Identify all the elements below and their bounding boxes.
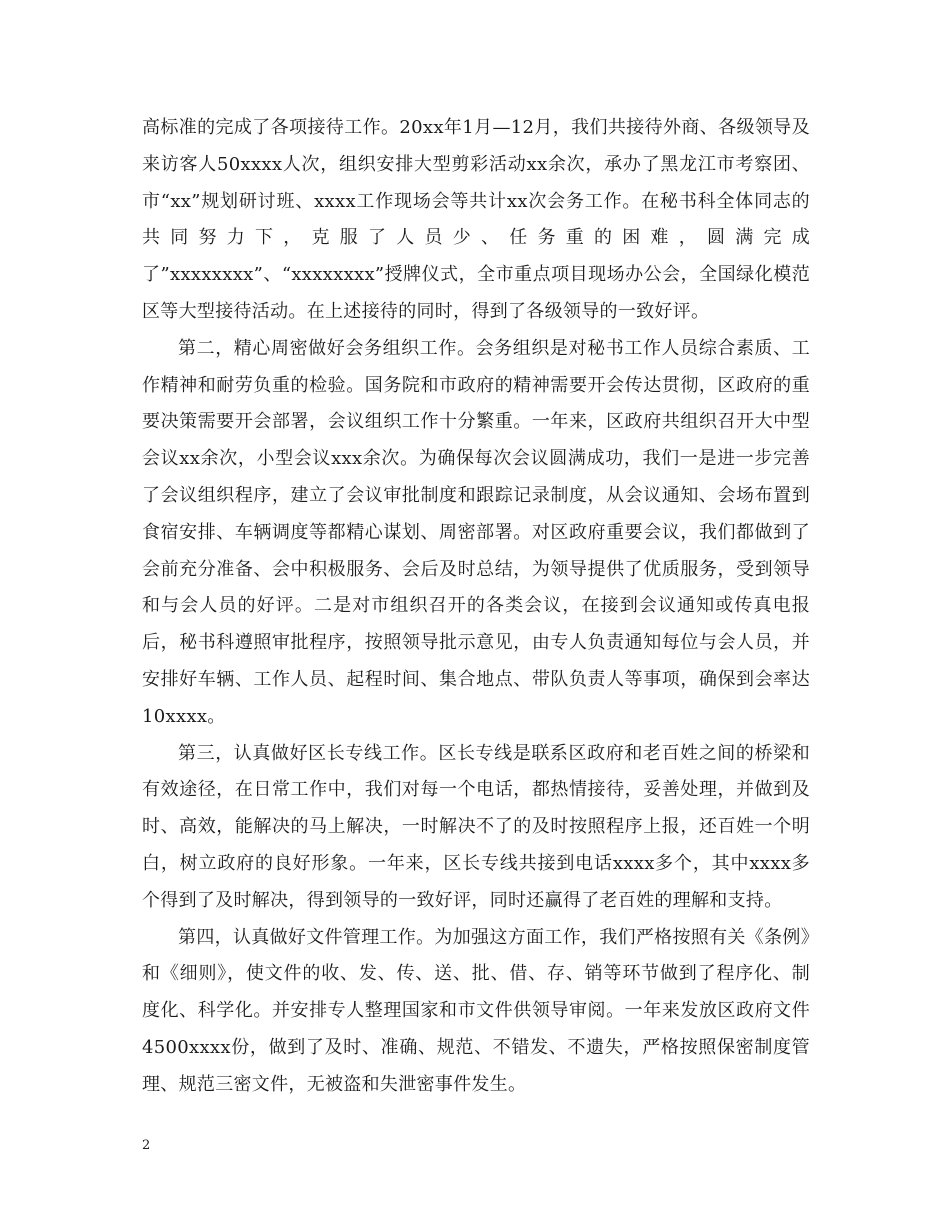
paragraph-document-management: 第四，认真做好文件管理工作。为加强这方面工作，我们严格按照有关《条例》和《细则》，使文件的收、发、传、送、批、借、存、销等环节做到了程序化、制度化、科学化。并安排专人整理国家和市文件供领导审阅。一年来发放区政府文件4500xxxx份，做到了及时、准确、规范、不错发、不遗失，严格按照保密制度管理、规范三密文件，无被盗和失泄密事件发生。 bbox=[142, 926, 810, 1095]
page-number: 2 bbox=[142, 1138, 151, 1153]
paragraph-district-hotline: 第三，认真做好区长专线工作。区长专线是联系区政府和老百姓之间的桥梁和有效途径，在日常工作中，我们对每一个电话，都热情接待，妥善处理，并做到及时、高效，能解决的马上解决，一时解决不了的及时按照程序上报，还百姓一个明白，树立政府的良好形象。一年来，区长专线共接到电话xxxx多个，其中xxxx多个得到了及时解决，得到领导的一致好评，同时还赢得了老百姓的理解和支持。 bbox=[142, 742, 810, 911]
paragraph-meeting-organization: 第二，精心周密做好会务组织工作。会务组织是对秘书工作人员综合素质、工作精神和耐劳负重的检验。国务院和市政府的精神需要开会传达贯彻，区政府的重要决策需要开会部署，会议组织工作十分繁重。一年来，区政府共组织召开大中型会议xx余次，小型会议xxx余次。为确保每次会议圆满成功，我们一是进一步完善了会议组织程序，建立了会议审批制度和跟踪记录制度，从会议通知、会场布置到食宿安排、车辆调度等都精心谋划、周密部署。对区政府重要会议，我们都做到了会前充分准备、会中积极服务、会后及时总结，为领导提供了优质服务，受到领导和与会人员的好评。二是对市组织召开的各类会议，在接到会议通知或传真电报后，秘书科遵照审批程序，按照领导批示意见，由专人负责通知每位与会人员，并安排好车辆、工作人员、起程时间、集合地点、带队负责人等事项，确保到会率达10xxxx。 bbox=[142, 337, 810, 727]
document-body bbox=[142, 110, 810, 1104]
paragraph-reception-work: 高标准的完成了各项接待工作。20xx年1月—12月，我们共接待外商、各级领导及来访客人50xxxx人次，组织安排大型剪彩活动xx余次，承办了黑龙江市考察团、市“xx”规划研讨班、xxxx工作现场会等共计xx次会务工作。在秘书科全体同志的共同努力下，克服了人员少、任务重的困难，圆满完成了”xxxxxxxx”、“xxxxxxxx”授牌仪式，全市重点项目现场办公会，全国绿化模范区等大型接待活动。在上述接待的同时，得到了各级领导的一致好评。 bbox=[142, 117, 810, 322]
